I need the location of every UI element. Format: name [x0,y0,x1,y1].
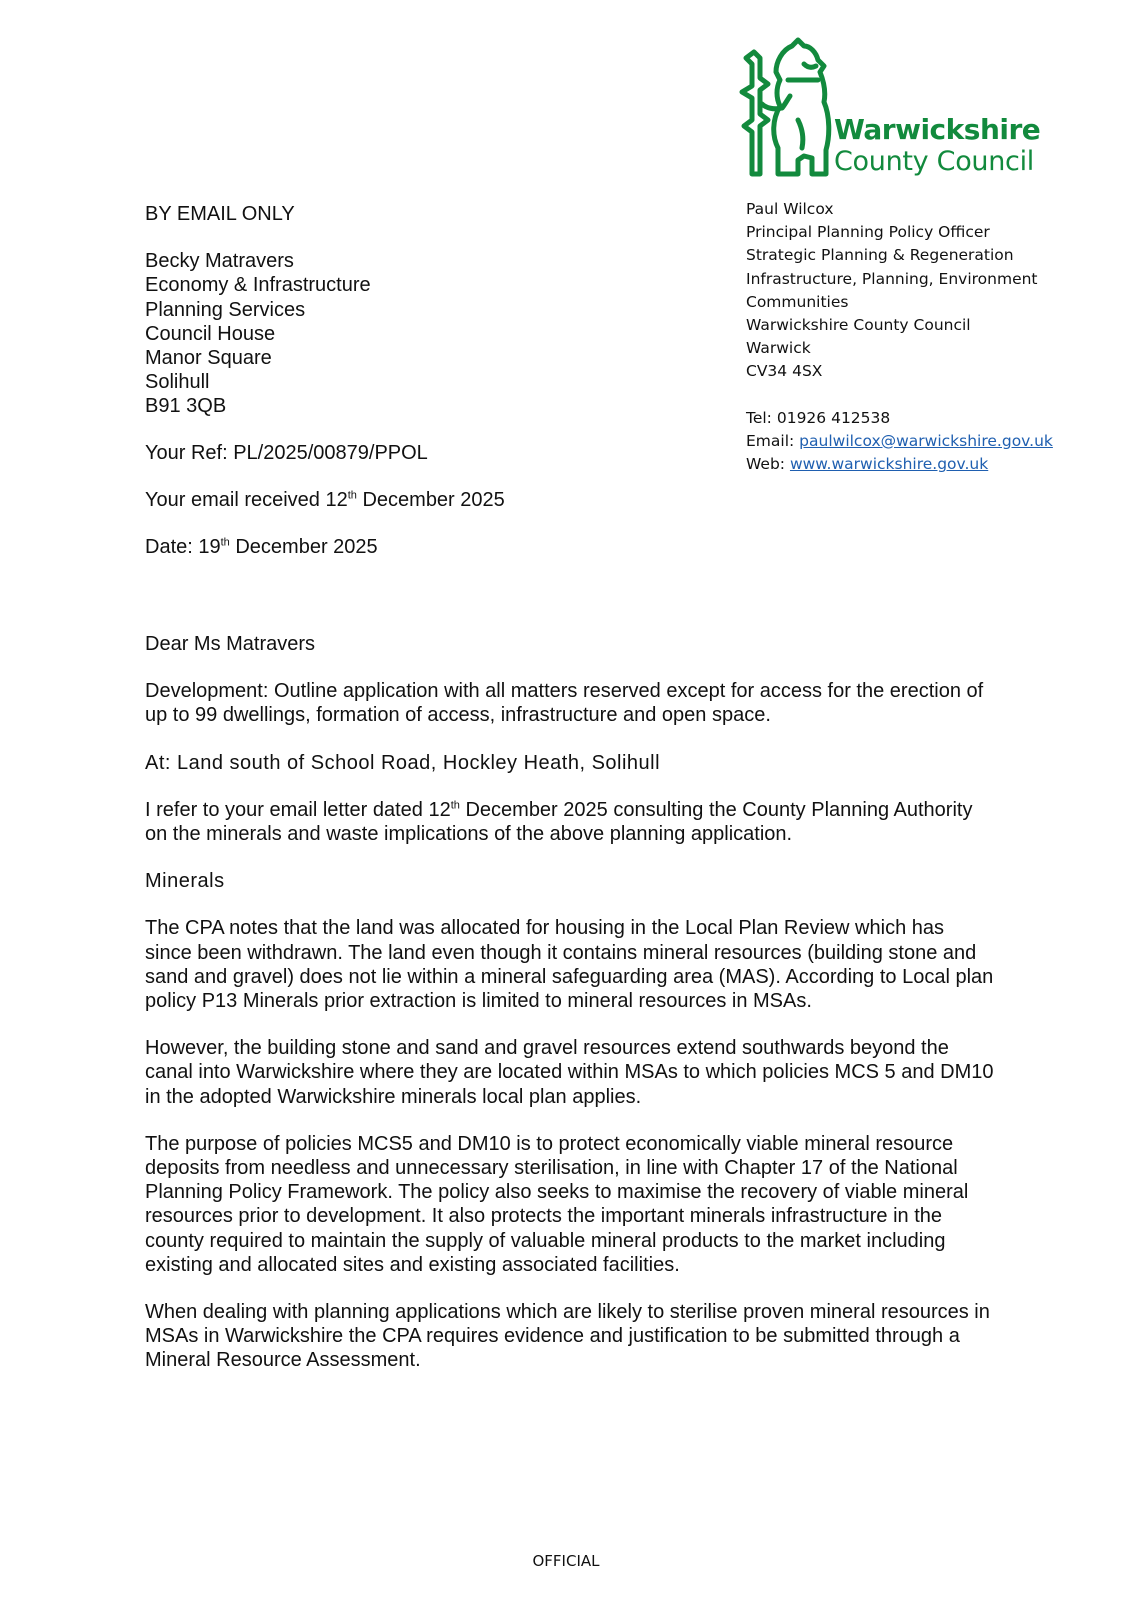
sender-postcode: CV34 4SX [746,362,823,381]
minerals-paragraph-4: When dealing with planning applications which are likely to sterilise proven mineral resources in MSAs in Warwickshire the CPA requires evidence and justification to be submitted through a Mineral Resource Assessment. [145,1301,990,1372]
logo-line-county-council: County Council [834,146,1034,177]
email-label: Email: [746,431,795,450]
received-ordinal: th [347,489,357,502]
sender-town: Warwick [746,339,811,358]
recipient-dept2: Planning Services [145,298,306,321]
recipient-street: Manor Square [145,347,272,370]
recipient-building: Council House [145,322,276,345]
logo-line-warwickshire: Warwickshire [834,113,1041,146]
sender-directorate-cont: Communities [746,292,849,311]
intro-ordinal: th [450,799,460,812]
site-location: At: Land south of School Road, Hockley Heath, Solihull [145,751,661,774]
minerals-heading: Minerals [145,870,225,893]
letter-header [145,202,745,559]
sender-directorate: Infrastructure, Planning, Environment [746,269,1038,288]
letter-date [145,535,745,559]
sender-tel [746,407,1116,430]
email-link[interactable]: paulwilcox@warwickshire.gov.uk [799,431,1053,450]
intro-prefix: I refer to your email letter dated 12 [145,798,451,821]
email-received-date [145,488,745,512]
date-prefix: Date: 19 [145,536,221,559]
date-rest: December 2025 [229,536,378,559]
salutation: Dear Ms Matravers [145,633,316,655]
recipient-dept1: Economy & Infrastructure [145,274,371,297]
tel-label: Tel: [746,408,772,427]
recipient-name: Becky Matravers [145,250,294,273]
received-rest: December 2025 [356,488,505,511]
minerals-paragraph-1: The CPA notes that the land was allocated for housing in the Local Plan Review which has since been withdrawn. The land even though it contains mineral resources (building stone and sand and gravel) does not lie within a mineral safeguarding area (MAS). According to Local plan policy P13 Minerals prior extraction is limited to mineral resources in MSAs. [145,917,994,1013]
your-reference: Your Ref: PL/2025/00879/PPOL [145,441,428,464]
recipient-address [145,249,745,418]
minerals-paragraph-2: However, the building stone and sand and gravel resources extend southwards beyond the canal into Warwickshire where they are located within MSAs to which policies MCS 5 and DM10 in the adopted Warwickshire minerals local plan applies. [145,1037,994,1108]
recipient-postcode: B91 3QB [145,395,227,418]
security-classification: OFFICIAL [532,1552,600,1570]
logo-wordmark [834,113,1041,177]
sender-web [746,453,1116,476]
letter-body [145,632,995,1373]
intro-rest: December 2025 consulting the County Planning Authority on the minerals and waste implications of the above planning application. [145,798,973,846]
web-link[interactable]: www.warwickshire.gov.uk [789,455,989,474]
sender-team: Strategic Planning & Regeneration [746,246,1014,265]
intro-paragraph [145,798,995,846]
sender-contact-block [746,198,1116,476]
bear-and-ragged-staff-icon [738,36,834,184]
web-label: Web: [746,455,786,474]
minerals-paragraph-3: The purpose of policies MCS5 and DM10 is to protect economically viable mineral resource deposits from needless and unnecessary sterilisation, in line with Chapter 17 of the National Planning Policy Framework. The policy also seeks to maximise the recovery of viable mineral resources prior to development. It also protects the important minerals infrastructure in the county required to maintain the supply of valuable mineral products to the market including existing and allocated sites and existing associated facilities. [145,1132,969,1276]
council-logo [738,36,1074,184]
sender-organisation: Warwickshire County Council [746,316,971,335]
sender-job-title: Principal Planning Policy Officer [746,223,990,242]
tel-number: 01926 412538 [776,408,891,427]
development-description: Development: Outline application with all matters reserved except for access for the erection of up to 99 dwellings, formation of access, infrastructure and open space. [145,680,984,727]
sender-name: Paul Wilcox [746,200,834,218]
date-ordinal: th [220,536,230,549]
recipient-town: Solihull [145,371,210,394]
received-prefix: Your email received 12 [145,488,348,511]
delivery-method: BY EMAIL ONLY [145,203,295,225]
sender-email [746,430,1116,453]
